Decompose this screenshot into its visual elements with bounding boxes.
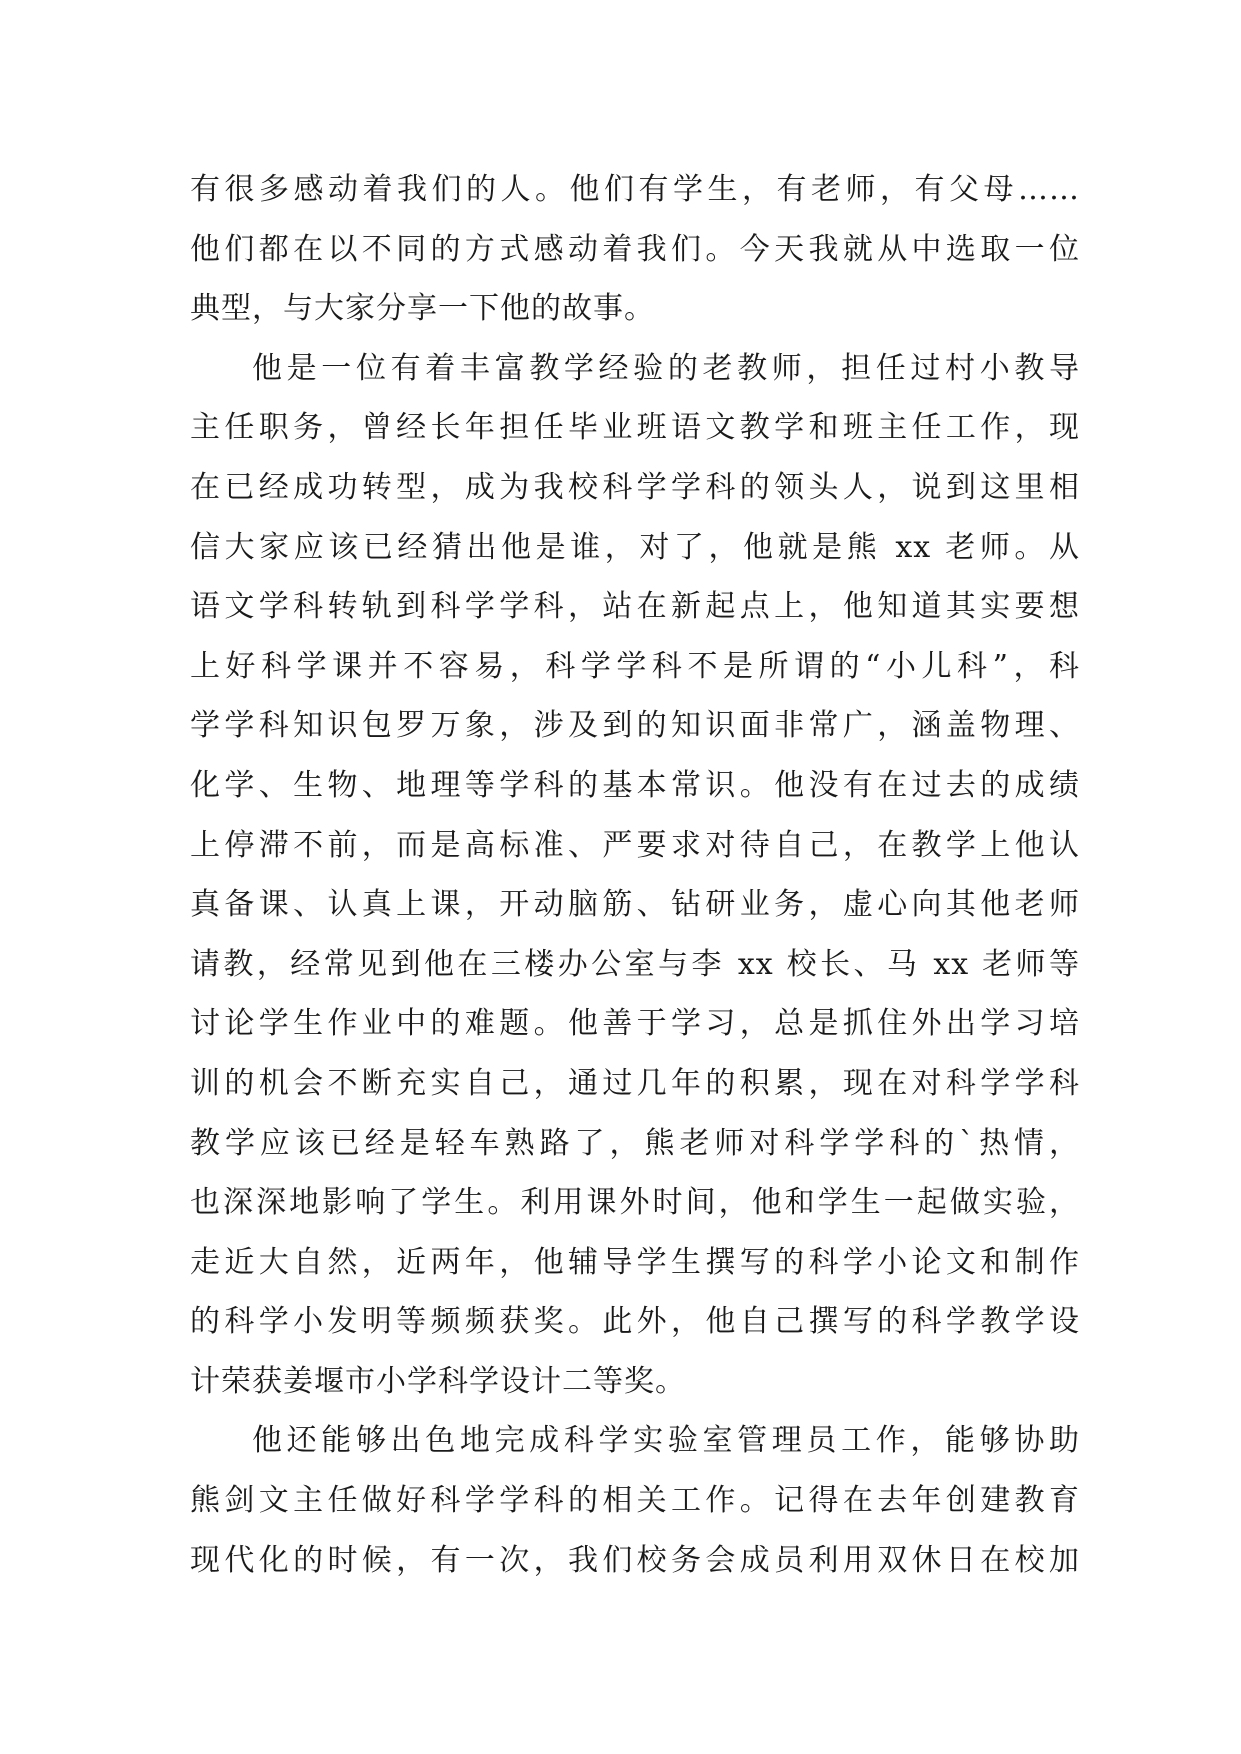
text-line: 他是一位有着丰富教学经验的老教师，担任过村小教导 [252,350,1080,386]
document-body [190,160,1080,1590]
text-line: 走近大自然，近两年，他辅导学生撰写的科学小论文和制作 [190,1244,1080,1280]
text-line: 典型，与大家分享一下他的故事。 [190,291,655,327]
text-line: 主任职务，曾经长年担任毕业班语文教学和班主任工作，现 [190,410,1080,446]
text-line: 现代化的时候，有一次，我们校务会成员利用双休日在校加 [190,1542,1080,1578]
text-line: 他还能够出色地完成科学实验室管理员工作，能够协助 [252,1423,1080,1459]
text-line: 的科学小发明等频频获奖。此外，他自己撰写的科学教学设 [190,1304,1080,1340]
text-line: 化学、生物、地理等学科的基本常识。他没有在过去的成绩 [190,767,1080,803]
text-line: 上好科学课并不容易，科学学科不是所谓的“小儿科”，科 [190,648,1080,684]
text-line: 教学应该已经是轻车熟路了，熊老师对科学学科的`热情， [190,1125,1080,1161]
text-line: 也深深地影响了学生。利用课外时间，他和学生一起做实验， [190,1185,1080,1221]
text-line: 计荣获姜堰市小学科学设计二等奖。 [190,1363,686,1399]
text-line: 语文学科转轨到科学学科，站在新起点上，他知道其实要想 [190,589,1080,625]
text-line: 真备课、认真上课，开动脑筋、钻研业务，虚心向其他老师 [190,887,1080,923]
text-line: 他们都在以不同的方式感动着我们。今天我就从中选取一位 [190,231,1080,267]
text-line: 在已经成功转型，成为我校科学学科的领头人，说到这里相 [190,469,1080,505]
text-line: 上停滞不前，而是高标准、严要求对待自己，在教学上他认 [190,827,1080,863]
text-line: 有很多感动着我们的人。他们有学生，有老师，有父母…… [190,172,1080,207]
text-line: 讨论学生作业中的难题。他善于学习，总是抓住外出学习培 [190,1006,1080,1042]
text-line: 信大家应该已经猜出他是谁，对了，他就是熊 xx 老师。从 [190,529,1080,565]
text-line: 训的机会不断充实自己，通过几年的积累，现在对科学学科 [190,1065,1080,1101]
text-line: 学学科知识包罗万象，涉及到的知识面非常广，涵盖物理、 [190,708,1080,744]
text-line: 请教，经常见到他在三楼办公室与李 xx 校长、马 xx 老师等 [190,946,1080,982]
text-line: 熊剑文主任做好科学学科的相关工作。记得在去年创建教育 [190,1483,1080,1519]
